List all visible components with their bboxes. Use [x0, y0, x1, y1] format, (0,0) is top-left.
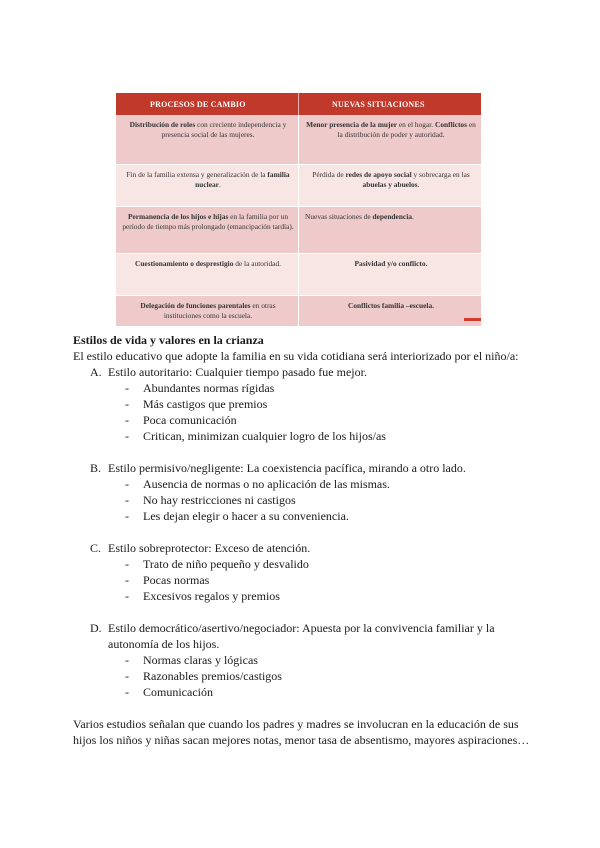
cell-situation	[299, 165, 482, 207]
dash-bullet: -	[125, 413, 129, 427]
list-item-text: Poca comunicación	[143, 413, 237, 427]
dash-bullet: -	[125, 429, 129, 443]
list-item-text: Excesivos regalos y premios	[143, 589, 280, 603]
cell-process	[116, 165, 299, 207]
cell-text-segment: Conflictos familia –escuela.	[347, 301, 434, 310]
cell-text-segment: familia nuclear	[195, 170, 290, 189]
list-item-text: Normas claras y lógicas	[143, 653, 258, 667]
list-item-text: Les dejan elegir o hacer a su conveniencia.	[143, 509, 349, 523]
cell-text-segment: en otras instituciones como la escuela.	[163, 301, 276, 320]
list-item-text: Abundantes normas rígidas	[143, 381, 275, 395]
header-procesos: PROCESOS DE CAMBIO	[116, 93, 299, 115]
cell-text-segment: Delegación de funciones parentales	[140, 301, 251, 310]
cell-text-segment: con creciente independencia y presencia social de las mujeres.	[161, 120, 287, 139]
cell-text-segment: en la distribución de poder y autoridad.	[337, 120, 476, 139]
list-item-text: Comunicación	[143, 685, 213, 699]
cell-process	[116, 207, 299, 254]
cell-text-segment: en la familia por un período de tiempo más prolongado (emancipación tardía).	[122, 212, 294, 231]
closing-paragraph: Varios estudios señalan que cuando los padres y madres se involucran en la educación de sus hijos los niños y niñas sacan mejores notas, menor tasa de absentismo, mayores aspiraciones…	[73, 717, 530, 747]
cell-text-segment: de la autoridad.	[233, 259, 282, 268]
cell-text-segment: Pasividad y/o conflicto.	[354, 259, 428, 268]
list-item-text: Trato de niño pequeño y desvalido	[143, 557, 309, 571]
cell-text-segment: Permanencia de los hijos e hijas	[127, 212, 229, 221]
section-title: Estilo autoritario: Cualquier tiempo pasado fue mejor.	[108, 365, 367, 379]
list-item	[125, 508, 533, 524]
style-section	[90, 540, 533, 556]
cell-text-segment: en el hogar.	[397, 120, 435, 129]
list-item-text: Ausencia de normas o no aplicación de las mismas.	[143, 477, 390, 491]
dash-bullet: -	[125, 573, 129, 587]
cell-text-segment: dependencia	[372, 212, 412, 221]
cell-text-segment: Menor presencia de la mujer	[306, 120, 398, 129]
cell-text-segment: Distribución de roles	[129, 120, 196, 129]
list-item	[125, 588, 533, 604]
section-heading: Estilos de vida y valores en la crianza	[73, 333, 264, 347]
style-items	[73, 476, 533, 524]
intro-paragraph: El estilo educativo que adopte la familia en su vida cotidiana será interiorizado por el niño/a:	[73, 349, 519, 363]
list-item	[125, 572, 533, 588]
section-letter: D.	[90, 621, 102, 635]
header-situaciones: NUEVAS SITUACIONES	[299, 93, 482, 115]
style-items	[73, 652, 533, 700]
table-row	[116, 254, 481, 296]
dash-bullet: -	[125, 477, 129, 491]
table-row	[116, 115, 481, 165]
cell-text-segment: redes de apoyo social	[345, 170, 412, 179]
dash-bullet: -	[125, 493, 129, 507]
dash-bullet: -	[125, 381, 129, 395]
list-item	[125, 492, 533, 508]
cell-text-segment: Fin de la familia extensa y generalización de la	[126, 170, 268, 179]
cell-text-segment: .	[417, 179, 420, 189]
cell-text-segment: Nuevas situaciones de	[305, 212, 373, 221]
list-item-text: Critican, minimizan cualquier logro de los hijos/as	[143, 429, 386, 443]
list-item-text: Más castigos que premios	[143, 397, 268, 411]
style-section	[90, 620, 533, 652]
list-item	[125, 476, 533, 492]
list-item	[125, 684, 533, 700]
dash-bullet: -	[125, 557, 129, 571]
cell-text-segment: Conflictos	[434, 120, 468, 129]
cell-situation	[299, 115, 482, 165]
cell-text-segment: abuelas y abuelos	[362, 179, 418, 189]
cell-process	[116, 115, 299, 165]
table-row	[116, 296, 481, 327]
dash-bullet: -	[125, 509, 129, 523]
cell-text-segment: .	[218, 179, 221, 189]
changes-table-figure	[116, 93, 481, 327]
list-item-text: No hay restricciones ni castigos	[143, 493, 296, 507]
dash-bullet: -	[125, 397, 129, 411]
cell-process	[116, 254, 299, 296]
section-letter: B.	[90, 461, 102, 475]
dash-bullet: -	[125, 669, 129, 683]
dash-bullet: -	[125, 653, 129, 667]
cell-text-segment: Pérdida de	[312, 170, 346, 179]
decorative-mark	[464, 318, 481, 321]
dash-bullet: -	[125, 685, 129, 699]
style-section	[90, 364, 533, 380]
list-item-text: Razonables premios/castigos	[143, 669, 282, 683]
cell-text-segment: y sobrecarga en las	[411, 170, 470, 179]
list-item	[125, 652, 533, 668]
cell-text-segment: Cuestionamiento o desprestigio	[134, 259, 234, 268]
spacer	[73, 444, 533, 460]
document-body	[73, 332, 533, 748]
spacer	[73, 604, 533, 620]
table-row	[116, 165, 481, 207]
list-item-text: Pocas normas	[143, 573, 210, 587]
list-item	[125, 556, 533, 572]
section-letter: C.	[90, 541, 102, 555]
cell-situation	[299, 296, 482, 327]
cell-text-segment: .	[411, 212, 414, 221]
style-items	[73, 380, 533, 444]
cell-situation	[299, 207, 482, 254]
cell-process	[116, 296, 299, 327]
section-letter: A.	[90, 365, 102, 379]
list-item	[125, 396, 533, 412]
styles-list	[73, 364, 533, 716]
list-item	[125, 668, 533, 684]
dash-bullet: -	[125, 589, 129, 603]
changes-table	[116, 93, 481, 327]
spacer	[73, 700, 533, 716]
section-title: Estilo democrático/asertivo/negociador: Apuesta por la convivencia familiar y la autonomía de los hijos.	[108, 621, 495, 651]
spacer	[73, 524, 533, 540]
style-section	[90, 460, 533, 476]
section-title: Estilo sobreprotector: Exceso de atención.	[108, 541, 311, 555]
style-items	[73, 556, 533, 604]
section-title: Estilo permisivo/negligente: La coexistencia pacífica, mirando a otro lado.	[108, 461, 466, 475]
list-item	[125, 380, 533, 396]
table-row	[116, 207, 481, 254]
list-item	[125, 412, 533, 428]
list-item	[125, 428, 533, 444]
cell-situation	[299, 254, 482, 296]
